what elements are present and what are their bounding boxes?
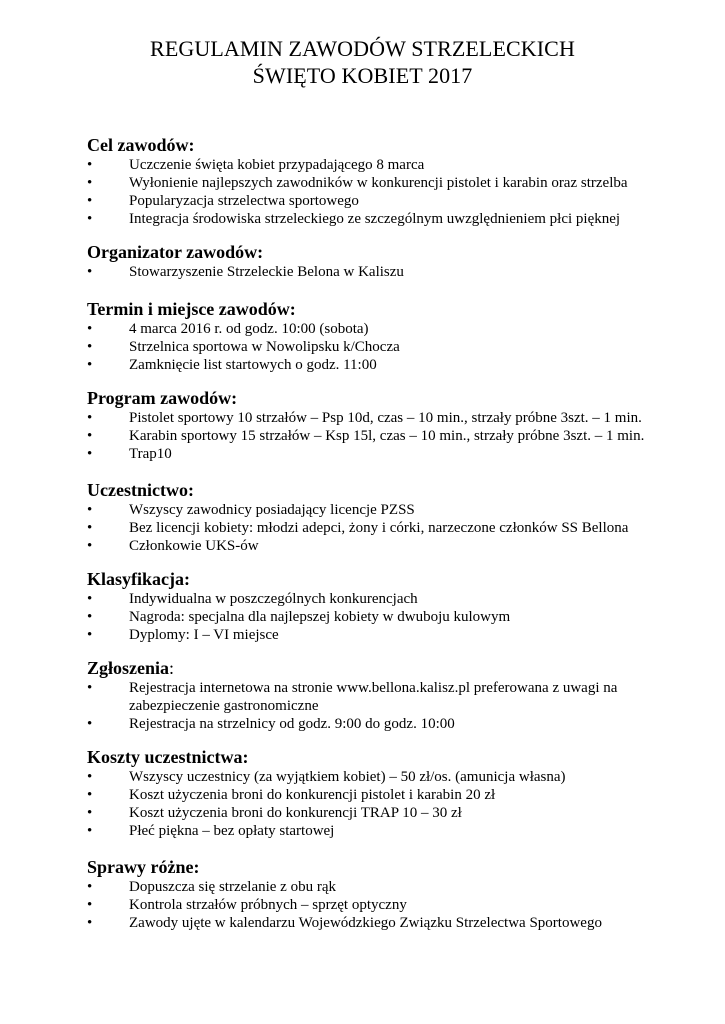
bullet-list [87, 768, 687, 840]
bullet-list [87, 590, 687, 644]
bullet-list [87, 409, 687, 463]
section-heading [87, 657, 687, 679]
list-item: • Uczczenie święta kobiet przypadającego 8 marca [87, 156, 687, 174]
bullet-list [87, 878, 687, 932]
document-title-line2: ŚWIĘTO KOBIET 2017 [252, 63, 473, 88]
section-heading: Sprawy różne: [87, 857, 200, 877]
section-heading-colon: : [169, 658, 175, 678]
section-registration [87, 657, 687, 733]
list-item: • Wyłonienie najlepszych zawodników w konkurencji pistolet i karabin oraz strzelba [87, 174, 687, 192]
list-item: • Rejestracja internetowa na stronie www.bellona.kalisz.pl preferowana z uwagi na zabezpieczenie gastronomiczne [87, 679, 649, 715]
bullet-list [87, 320, 687, 374]
document-title-line1: REGULAMIN ZAWODÓW STRZELECKICH [150, 36, 575, 61]
section-participation [87, 479, 687, 555]
section-heading: Termin i miejsce zawodów: [87, 299, 296, 319]
section-heading: Koszty uczestnictwa: [87, 747, 249, 767]
list-item: • Popularyzacja strzelectwa sportowego [87, 192, 687, 210]
section-heading: Program zawodów: [87, 388, 238, 408]
bullet-list [87, 679, 687, 733]
section-heading-text: Zgłoszenia [87, 658, 170, 678]
list-item: • 4 marca 2016 r. od godz. 10:00 (sobota) [87, 320, 687, 338]
list-item: • Dyplomy: I – VI miejsce [87, 626, 687, 644]
list-item: • Płeć piękna – bez opłaty startowej [87, 822, 687, 840]
list-item: • Kontrola strzałów próbnych – sprzęt optyczny [87, 896, 687, 914]
section-date-place [87, 298, 687, 374]
list-item: • Zawody ujęte w kalendarzu Wojewódzkiego Związku Strzelectwa Sportowego [87, 914, 687, 932]
list-item: • Nagroda: specjalna dla najlepszej kobiety w dwuboju kulowym [87, 608, 687, 626]
list-item: • Koszt użyczenia broni do konkurencji pistolet i karabin 20 zł [87, 786, 687, 804]
bullet-list [87, 501, 687, 555]
bullet-list [87, 263, 687, 281]
section-heading: Organizator zawodów: [87, 242, 264, 262]
list-item: • Bez licencji kobiety: młodzi adepci, żony i córki, narzeczone członków SS Bellona [87, 519, 687, 537]
list-item: • Trap10 [87, 445, 687, 463]
section-goals [87, 134, 687, 228]
list-item: • Koszt użyczenia broni do konkurencji TRAP 10 – 30 zł [87, 804, 687, 822]
section-organizer [87, 241, 687, 281]
list-item: • Integracja środowiska strzeleckiego ze szczególnym uwzględnieniem płci pięknej [87, 210, 687, 228]
section-heading: Klasyfikacja: [87, 569, 190, 589]
list-item: • Karabin sportowy 15 strzałów – Ksp 15l, czas – 10 min., strzały próbne 3szt. – 1 min. [87, 427, 687, 445]
list-item: • Wszyscy zawodnicy posiadający licencje PZSS [87, 501, 687, 519]
list-item: • Dopuszcza się strzelanie z obu rąk [87, 878, 687, 896]
list-item: • Wszyscy uczestnicy (za wyjątkiem kobiet) – 50 zł/os. (amunicja własna) [87, 768, 687, 786]
section-costs [87, 746, 687, 840]
section-heading: Cel zawodów: [87, 135, 195, 155]
list-item: • Pistolet sportowy 10 strzałów – Psp 10d, czas – 10 min., strzały próbne 3szt. – 1 min. [87, 409, 687, 427]
list-item: • Rejestracja na strzelnicy od godz. 9:00 do godz. 10:00 [87, 715, 687, 733]
list-item: • Indywidualna w poszczególnych konkurencjach [87, 590, 687, 608]
list-item: • Członkowie UKS-ów [87, 537, 687, 555]
list-item: • Strzelnica sportowa w Nowolipsku k/Chocza [87, 338, 687, 356]
section-misc [87, 856, 687, 932]
section-heading: Uczestnictwo: [87, 480, 194, 500]
section-program [87, 387, 687, 463]
list-item: • Zamknięcie list startowych o godz. 11:00 [87, 356, 687, 374]
bullet-list [87, 156, 687, 228]
list-item: • Stowarzyszenie Strzeleckie Belona w Kaliszu [87, 263, 687, 281]
section-classification [87, 568, 687, 644]
